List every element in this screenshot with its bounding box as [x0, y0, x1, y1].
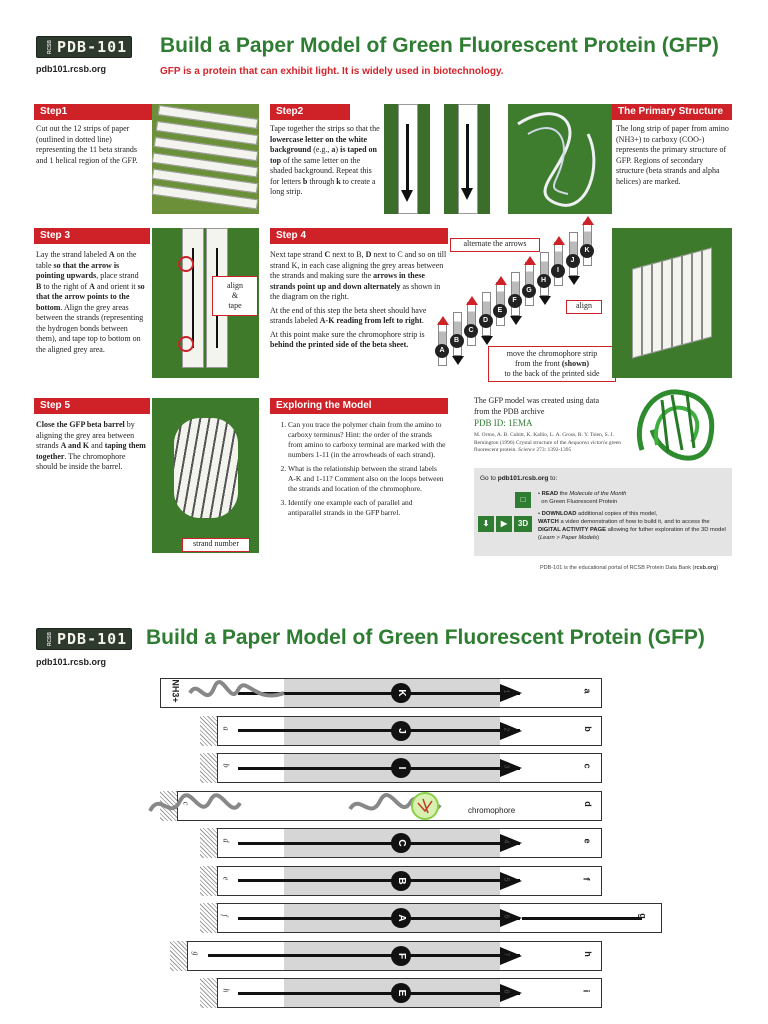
pdb-intro: The GFP model was created using data from the PDB archive — [474, 396, 600, 416]
strip-right-letter: b — [582, 725, 593, 732]
strip-right-letter: e — [582, 838, 593, 844]
step3-text: Lay the strand labeled A on the table so that the arrow is pointing upwards, place strand B to the right of A and orient it so that the arrow points to the bottom. Align the grey areas between the strands (representing the hydrogen bonds between them), and tape top to bottom on the aligned grey area. — [36, 250, 145, 354]
tape-area — [200, 978, 218, 1008]
sheet-title: Build a Paper Model of Green Fluorescent Protein (GFP) — [146, 626, 705, 649]
strand-number: 7 — [502, 952, 510, 956]
strip-right-letter: f — [581, 877, 592, 880]
pdb-citation: M. Ormo, A. B. Cubitt, K. Kallio, L. A. Gross, R. Y. Tsien, S. J. Remington (1996) Crystal structure of the Aequorea victoria green fluorescent protein. Science 273: 1392-1395 — [474, 432, 622, 453]
nh3-label: NH3+ — [170, 679, 181, 703]
strand-letter: K — [391, 683, 411, 703]
strip-left-letter: f — [220, 914, 230, 917]
primary-text: The long strip of paper from amino (NH3+) to carboxy (COO-) represents the primary structure of GFP. Regions of secondary structure (beta strands and alpha helices) are marked. — [616, 124, 729, 186]
strip-left-letter: a — [221, 726, 231, 730]
gfp-structure-image — [622, 380, 732, 462]
strand-arrow-shaft — [238, 839, 520, 845]
strand-number: 1 — [502, 689, 510, 694]
play-icon[interactable]: ▶ — [496, 516, 512, 532]
strip-left-letter: e — [221, 876, 231, 880]
download-icon[interactable]: ⬇ — [478, 516, 494, 532]
tape-area — [170, 941, 188, 971]
3d-button[interactable]: 3D — [514, 516, 532, 532]
subtitle: GFP is a protein that can exhibit light. It is widely used in biotechnology. — [160, 66, 504, 77]
strand-arrow — [495, 276, 507, 285]
exploring-heading: Exploring the Model — [270, 398, 448, 414]
strand-number: 2 — [502, 727, 510, 731]
strand-letter: I — [391, 758, 411, 778]
strand-arrow-shaft — [208, 954, 520, 957]
step2-text: Tape together the strips so that the lowercase letter on the white background (e.g., a) is taped on top of the same letter on the shaded background. Repeat this for letters b through k to create a long strip. — [270, 124, 380, 196]
strand-arrow-shaft — [238, 729, 520, 732]
strip-right-letter: g — [637, 913, 648, 919]
strand-label: K — [580, 244, 594, 258]
site-url: pdb101.rcsb.org — [36, 64, 107, 74]
exploring-item: 1. Can you trace the polymer chain from the amino to carboxy terminus? Hint: the order of the strands from amino to carboxy terminal are marked with the numbers 1-11 (in the arrowheads of each strand). — [288, 420, 446, 460]
step2-photo-left — [384, 104, 430, 214]
strand-number: 5 — [502, 877, 510, 881]
tape-area — [200, 716, 218, 746]
primary-heading: The Primary Structure — [612, 104, 732, 120]
strip-right-letter: a — [582, 688, 593, 694]
strand-arrow — [510, 316, 522, 325]
strand-letter: A — [391, 908, 411, 928]
book-icon[interactable]: □ — [515, 492, 531, 508]
strand-label: C — [464, 324, 478, 338]
strand-arrow — [466, 296, 478, 305]
strand-arrow — [452, 356, 464, 365]
goto-lead: Go to pdb101.rcsb.org to: — [480, 475, 558, 482]
strand-arrow — [524, 256, 536, 265]
strand-label: B — [450, 334, 464, 348]
page-title: Build a Paper Model of Green Fluorescent Protein (GFP) — [160, 34, 719, 57]
alternate-arrows-callout: alternate the arrows — [450, 238, 540, 252]
pdb-id: PDB ID: 1EMA — [474, 418, 533, 428]
strand-label: G — [522, 284, 536, 298]
tape-area — [200, 866, 218, 896]
strand-arrow — [582, 216, 594, 225]
strand-arrow-shaft — [238, 764, 520, 770]
pdb101-logo: RCSB PDB-101 — [36, 36, 132, 58]
step5-heading: Step 5 — [34, 398, 150, 414]
step5-photo — [152, 398, 259, 553]
tape-area — [200, 828, 218, 858]
strip-left-letter: h — [221, 988, 231, 993]
exploring-item: 2. What is the relationship between the strand labels A-K and 1-11? Comment also on the loops between the strands and location of the chromophore. — [288, 464, 446, 494]
align-callout: align — [566, 300, 602, 314]
tape-area — [200, 753, 218, 783]
strand-number-callout: strand number — [182, 538, 250, 552]
strand-number: 8 — [502, 989, 510, 994]
strip-left-letter: d — [221, 838, 231, 843]
step4-heading: Step 4 — [270, 228, 448, 244]
goto-read: • READ the Molecule of the Month on Green Fluorescent Protein — [538, 491, 627, 505]
strip-right-letter: i — [581, 989, 592, 993]
strand-arrow — [553, 236, 565, 245]
step2-heading: Step2 — [270, 104, 350, 120]
exploring-item: 3. Identify one example each of parallel and antiparallel strands in the GFP barrel. — [288, 498, 446, 518]
strand-arrow — [568, 276, 580, 285]
strip-left-letter: g — [191, 951, 201, 955]
step5-text: Close the GFP beta barrel by aligning the grey area between strands A and K and taping them together. The chromophore should be inside the barrel. — [36, 420, 146, 471]
strip-left-letter: c — [181, 801, 191, 805]
strand-arrow-shaft — [238, 879, 520, 882]
goto-download: • DOWNLOAD additional copies of this model, WATCH a video demonstration of how to build it, and to access the DIGITAL ACTIVITY PAGE allowing for futher exploration of the 3D model (Learn > Paper Models) — [538, 511, 726, 541]
strand-label: F — [508, 294, 522, 308]
strand-arrow-shaft — [238, 914, 520, 920]
strand-letter: F — [391, 946, 411, 966]
strand-letter: E — [391, 983, 411, 1003]
footer-note: PDB-101 is the educational portal of RCSB Protein Data Bank (rcsb.org) — [540, 565, 719, 571]
strand-letter: C — [391, 833, 411, 853]
strip-right-letter: c — [582, 763, 593, 769]
strand-number: 3 — [502, 764, 510, 769]
sheet-url: pdb101.rcsb.org — [36, 657, 107, 667]
strand-arrow-shaft — [238, 989, 520, 995]
pdb101-logo-2: RCSB PDB-101 — [36, 628, 132, 650]
strip-right-letter: d — [582, 800, 593, 807]
strand-label: D — [479, 314, 493, 328]
step1-text: Cut out the 12 strips of paper (outlined in dotted line) representing the 11 beta strands and 1 helical region of the GFP. — [36, 124, 138, 165]
strand-label: A — [435, 344, 449, 358]
strip-right-letter: h — [582, 950, 593, 957]
nh3-helix — [180, 678, 290, 708]
strip-left-letter: b — [221, 763, 231, 768]
strand-extension — [522, 917, 642, 920]
strand-letter: J — [391, 721, 411, 741]
chromophore-label: chromophore — [468, 805, 516, 815]
step1-photo — [152, 104, 259, 214]
step2-photo-right — [444, 104, 490, 214]
strand-number: 6 — [502, 914, 510, 919]
strand-number: 4 — [502, 839, 510, 844]
step3-heading: Step 3 — [34, 228, 150, 244]
step4-text: Next tape strand C next to B, D next to C and so on till strand K, in each case aligning the grey areas between the strands and making sure the arrows in these strands point up and down alternately as shown in the diagram on the right. At the end of this step the beta sheet should have strands labeled A-K reading from left to right. At this point make sure the chromophore strip is behind the printed side of the beta sheet. — [270, 250, 447, 349]
tape-area — [200, 903, 218, 933]
step1-heading: Step1 — [34, 104, 259, 120]
step4-photo — [612, 228, 732, 378]
strand-label: H — [537, 274, 551, 288]
primary-photo — [508, 104, 612, 214]
strand-letter: B — [391, 871, 411, 891]
strand-label: I — [551, 264, 565, 278]
strand-arrow — [437, 316, 449, 325]
exploring-list — [276, 420, 446, 522]
strand-arrow — [539, 296, 551, 305]
strand-arrow — [481, 336, 493, 345]
move-chromophore-callout: move the chromophore strip from the front (shown) to the back of the printed side — [488, 346, 616, 382]
align-tape-callout: align & tape — [212, 276, 258, 316]
strand-label: J — [566, 254, 580, 268]
strand-label: E — [493, 304, 507, 318]
